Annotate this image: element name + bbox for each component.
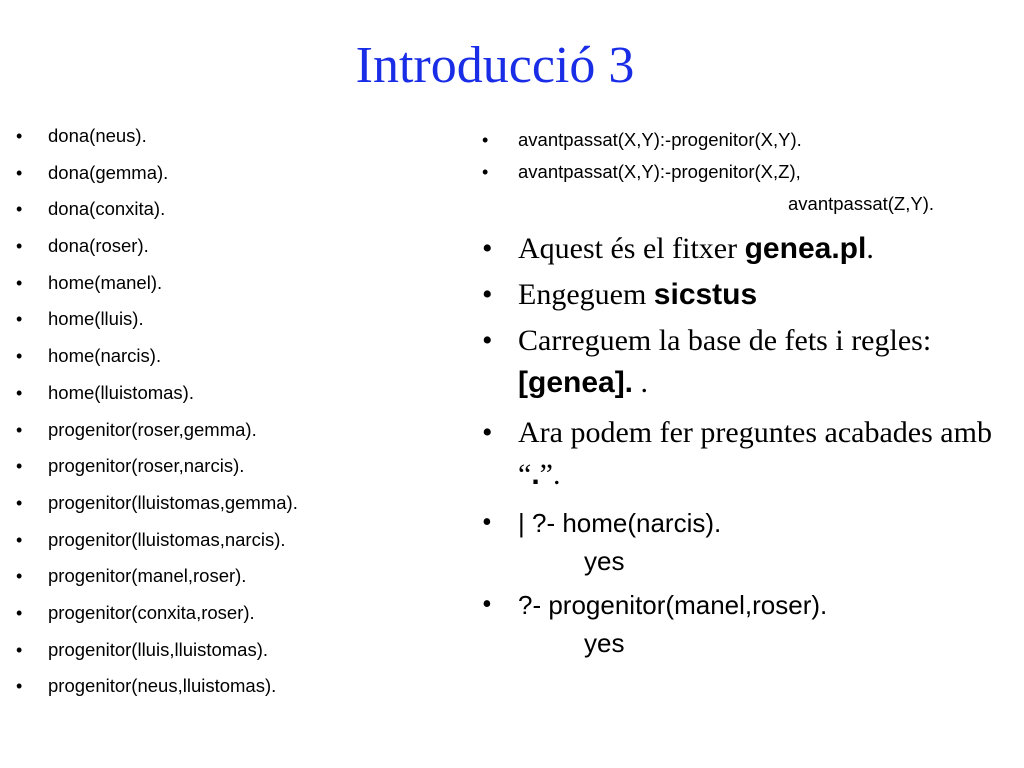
fact-item [16, 338, 456, 375]
fact-item [16, 448, 456, 485]
query-text: ?- progenitor(manel,roser). [518, 590, 828, 620]
query-answer: yes [584, 546, 625, 576]
fact-item [16, 118, 456, 155]
bullet-icon: • [16, 346, 23, 367]
fact-text: progenitor(lluistomas,narcis). [48, 528, 286, 550]
note-text-tail: ”. [539, 458, 561, 491]
rule-text-continuation: avantpassat(Z,Y). [788, 193, 935, 214]
fact-text: progenitor(lluistomas,gemma). [48, 491, 298, 513]
bullet-icon: • [16, 272, 23, 293]
bullet-icon: • [16, 382, 23, 403]
list-item [482, 504, 1012, 580]
list-item [482, 124, 1012, 156]
rule-text: avantpassat(X,Y):-progenitor(X,Z), [518, 161, 801, 182]
note-text-tail: . [633, 366, 649, 399]
bullet-icon: • [482, 507, 492, 538]
query-text: | ?- home(narcis). [518, 508, 722, 538]
list-item [482, 228, 1012, 270]
fact-text: dona(conxita). [48, 198, 166, 220]
bullet-icon: • [16, 199, 23, 220]
note-text: Aquest és el fitxer [518, 232, 745, 265]
fact-text: progenitor(roser,narcis). [48, 455, 245, 477]
bullet-icon: • [482, 232, 493, 265]
rules-and-notes-list [482, 124, 1012, 662]
bullet-icon: • [482, 278, 493, 311]
program-name: sicstus [653, 278, 758, 311]
facts-list [16, 118, 456, 705]
bullet-icon: • [16, 456, 23, 477]
slide-title: Introducció 3 [355, 37, 635, 94]
list-item [482, 586, 1012, 662]
list-item [482, 156, 1012, 220]
fact-item [16, 485, 456, 522]
list-item [482, 412, 1012, 496]
fact-item [16, 632, 456, 669]
fact-item [16, 412, 456, 449]
file-name: genea.pl [744, 232, 867, 265]
bullet-icon: • [16, 309, 23, 330]
bullet-icon: • [482, 130, 489, 150]
fact-item [16, 155, 456, 192]
fact-text: dona(roser). [48, 235, 149, 257]
fact-item [16, 522, 456, 559]
bullet-icon: • [16, 529, 23, 550]
rule-text: avantpassat(X,Y):-progenitor(X,Y). [518, 129, 802, 150]
fact-item [16, 375, 456, 412]
fact-text: dona(neus). [48, 125, 147, 146]
bullet-icon: • [482, 416, 493, 449]
fact-item [16, 191, 456, 228]
fact-text: home(narcis). [48, 345, 162, 367]
bullet-icon: • [16, 419, 23, 440]
fact-item [16, 301, 456, 338]
fact-text: progenitor(conxita,roser). [48, 601, 255, 623]
bullet-icon: • [16, 162, 23, 183]
list-item [482, 274, 1012, 316]
bullet-icon: • [16, 676, 23, 697]
bullet-icon: • [482, 589, 492, 620]
fact-item [16, 265, 456, 302]
fact-text: home(lluistomas). [48, 381, 194, 403]
bullet-icon: • [16, 639, 23, 660]
note-text: Ara podem fer preguntes acabades amb “ [518, 416, 992, 491]
note-text-tail: . [866, 232, 874, 265]
bullet-icon: • [16, 492, 23, 513]
fact-text: home(manel). [48, 271, 163, 293]
fact-text: dona(gemma). [48, 161, 169, 183]
bullet-icon: • [482, 162, 489, 182]
bullet-icon: • [16, 602, 23, 623]
bullet-icon: • [482, 324, 493, 357]
bullet-icon: • [16, 236, 23, 257]
query-answer: yes [584, 628, 625, 658]
fact-text: progenitor(lluis,lluistomas). [48, 638, 269, 660]
list-item [482, 320, 1012, 404]
fact-item [16, 668, 456, 705]
load-command: [genea]. [518, 366, 634, 399]
fact-item [16, 228, 456, 265]
fact-item [16, 595, 456, 632]
fact-text: home(lluis). [48, 308, 144, 330]
note-text: Engeguem [518, 278, 654, 311]
fact-text: progenitor(manel,roser). [48, 565, 247, 587]
fact-item [16, 558, 456, 595]
period-symbol: . [531, 458, 540, 491]
fact-text: progenitor(neus,lluistomas). [48, 675, 277, 697]
bullet-icon: • [16, 126, 23, 146]
bullet-icon: • [16, 566, 23, 587]
fact-text: progenitor(roser,gemma). [48, 418, 257, 440]
note-text: Carreguem la base de fets i regles: [518, 324, 932, 357]
